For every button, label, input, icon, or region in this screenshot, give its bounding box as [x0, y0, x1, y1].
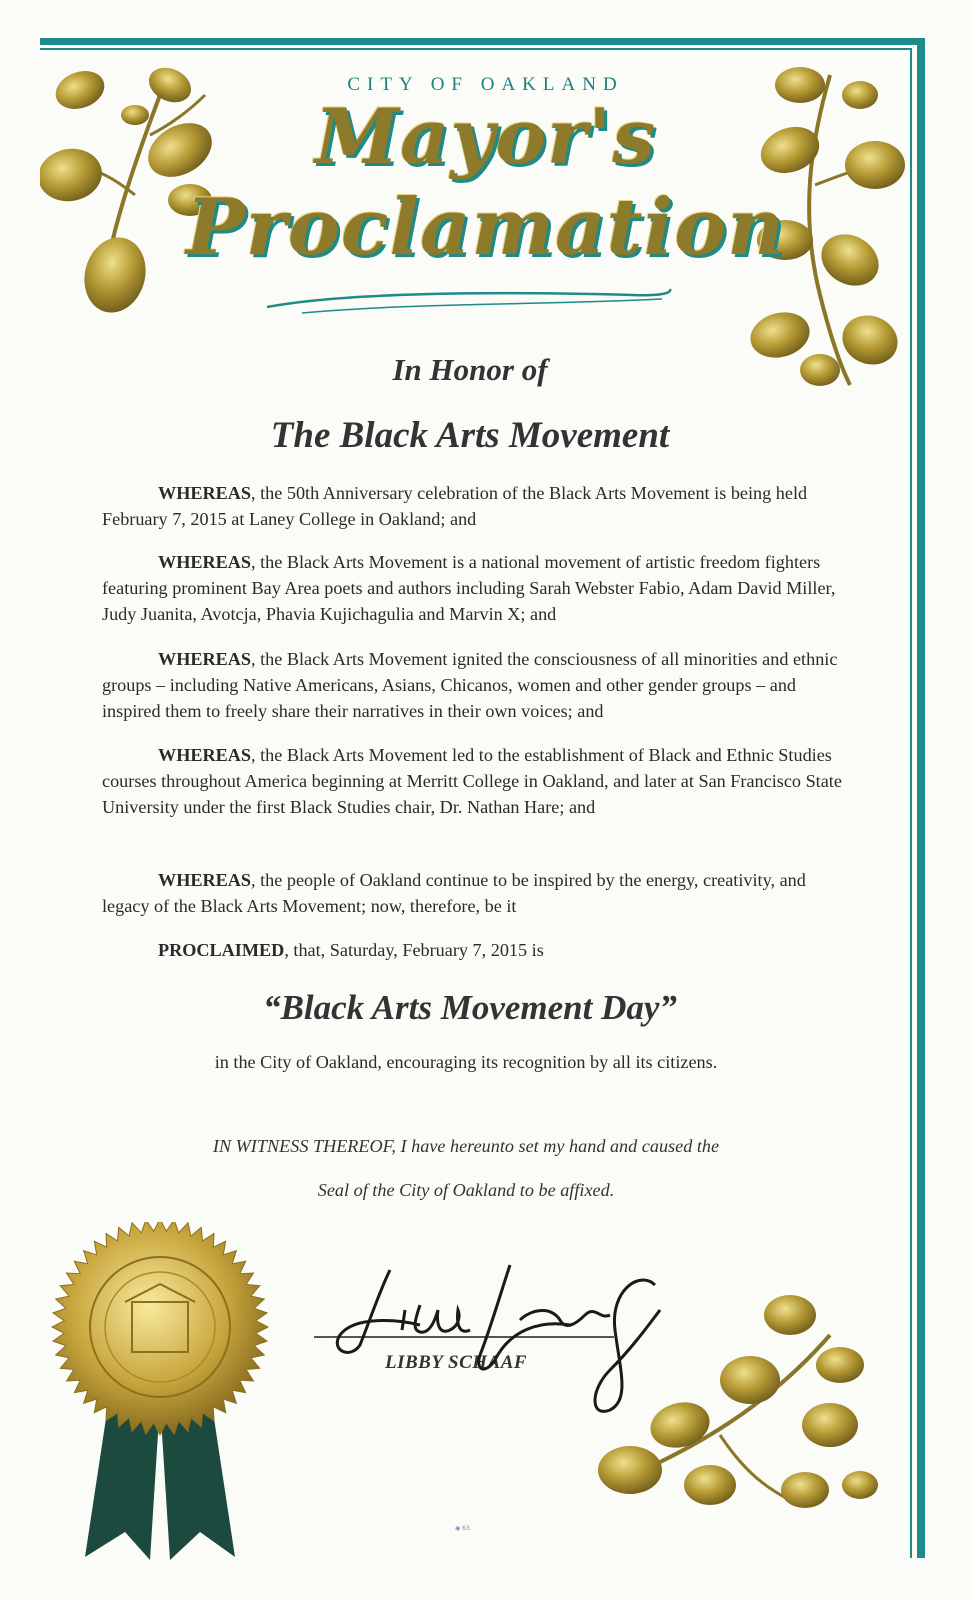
paragraph-lead: WHEREAS: [158, 870, 251, 890]
title-proclamation: Proclamation: [186, 182, 785, 273]
paragraph-lead: WHEREAS: [158, 745, 251, 765]
city-of-oakland-heading: CITY OF OAKLAND: [347, 74, 624, 95]
handwritten-signature: [310, 1250, 670, 1420]
union-bug-number: 63: [462, 1525, 470, 1532]
title-flourish: [262, 285, 682, 325]
whereas-paragraph-5: [102, 867, 842, 919]
paragraph-lead: PROCLAIMED: [158, 940, 285, 960]
union-bug-mark: ◉ 63: [455, 1525, 470, 1532]
title-mayors: Mayor's: [314, 92, 657, 181]
proclaimed-day-name: “Black Arts Movement Day”: [263, 988, 677, 1027]
signatory-name: LIBBY SCHAAF: [385, 1352, 528, 1373]
paragraph-lead: WHEREAS: [158, 483, 251, 503]
paragraph-lead: WHEREAS: [158, 552, 251, 572]
whereas-paragraph-1: [102, 480, 842, 532]
honoree-heading: The Black Arts Movement: [270, 415, 670, 456]
whereas-paragraph-2: [102, 549, 842, 627]
witness-line-1: IN WITNESS THEREOF, I have hereunto set my hand and caused the: [212, 1136, 720, 1156]
paragraph-text: , that, Saturday, February 7, 2015 is: [284, 940, 544, 960]
paragraph-text: , the people of Oakland continue to be inspired by the energy, creativity, and legacy of the Black Arts Movement; now, therefore, be it: [102, 870, 806, 916]
paragraph-text: , the Black Arts Movement led to the establishment of Black and Ethnic Studies courses throughout America beginning at Merritt College in Oakland, and later at San Francisco State University under the first Black Studies chair, Dr. Nathan Hare; and: [102, 745, 842, 817]
proclaimed-paragraph: [102, 937, 842, 963]
top-border: [40, 38, 920, 45]
whereas-paragraph-4: [102, 742, 842, 820]
paragraph-lead: WHEREAS: [158, 649, 251, 669]
right-border-inner-line: [910, 48, 912, 1558]
whereas-paragraph-3: [102, 646, 842, 724]
paragraph-text: , the Black Arts Movement is a national movement of artistic freedom fighters featuring prominent Bay Area poets and authors including Sarah Webster Fabio, Adam David Miller, Judy Juanita, Avotcja, Phavia Kujichagulia and Marvin X; and: [102, 552, 836, 624]
witness-line-2: Seal of the City of Oakland to be affixed.: [317, 1180, 615, 1200]
in-honor-of-heading: In Honor of: [392, 352, 548, 387]
top-border-inner-line: [40, 48, 912, 50]
recognition-line: in the City of Oakland, encouraging its recognition by all its citizens.: [214, 1052, 718, 1072]
city-gold-seal: [40, 1222, 280, 1562]
paragraph-text: , the 50th Anniversary celebration of the Black Arts Movement is being held February 7, 2015 at Laney College in Oakland; and: [102, 483, 808, 529]
paragraph-text: , the Black Arts Movement ignited the consciousness of all minorities and ethnic groups – including Native Americans, Asians, Chicanos, women and other gender groups – and inspired them to freely share their narratives in their own voices; and: [102, 649, 838, 721]
